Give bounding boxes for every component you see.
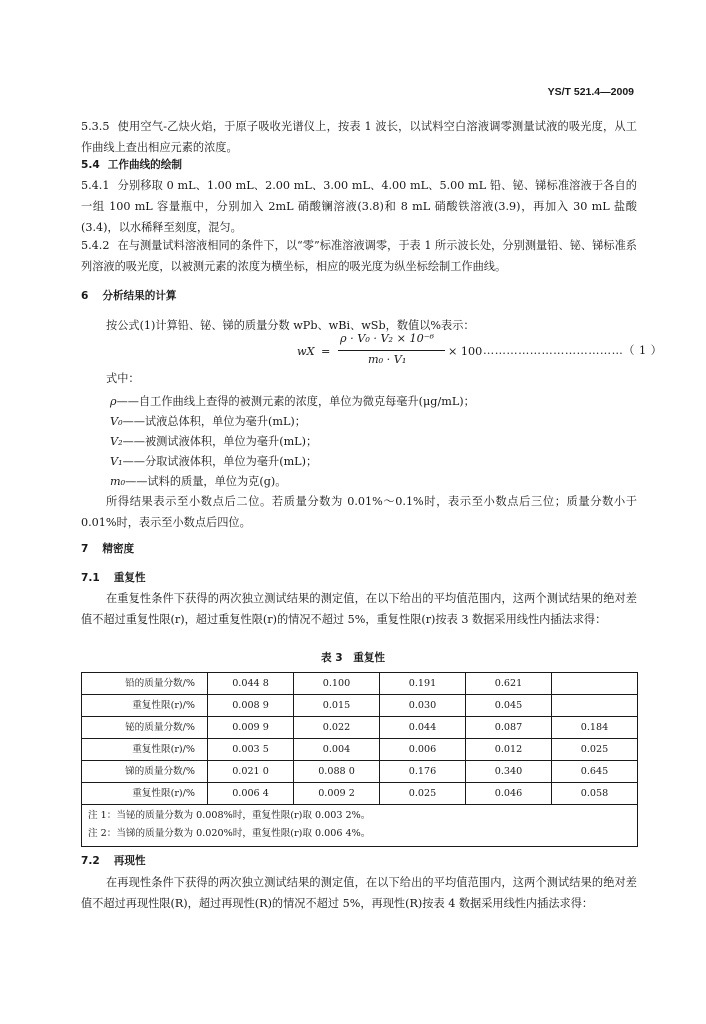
row-label: 锑的质量分数/%	[82, 761, 208, 783]
where-label: 式中：	[106, 372, 140, 385]
table-row	[82, 761, 638, 783]
section-number: 7	[81, 543, 89, 555]
table-cell: 0.006 4	[208, 783, 294, 805]
section-title: 精密度	[102, 543, 135, 555]
table-row	[82, 739, 638, 761]
formula-equals: =	[321, 345, 331, 358]
section-7-heading	[81, 544, 134, 555]
row-label: 铋的质量分数/%	[82, 717, 208, 739]
fraction-bar	[338, 350, 445, 351]
section-5-4-heading	[81, 160, 182, 171]
definition-text: ——被测试液体积，单位为毫升(mL)；	[122, 435, 318, 448]
row-label: 铅的质量分数/%	[82, 673, 208, 695]
definition-m0	[110, 476, 286, 487]
table-cell: 0.100	[294, 673, 380, 695]
formula-multiplier: × 100	[448, 345, 483, 358]
section-7-2-heading	[81, 856, 146, 867]
table-cell: 0.340	[466, 761, 552, 783]
table-cell: 0.015	[294, 695, 380, 717]
table-cell: 0.006	[380, 739, 466, 761]
table-cell: 0.184	[552, 717, 638, 739]
repeatability-table	[81, 672, 638, 847]
definition-symbol: m₀	[110, 475, 126, 488]
document-header: YS/T 521.4—2009	[547, 86, 634, 98]
table-cell: 0.022	[294, 717, 380, 739]
table-cell: 0.087	[466, 717, 552, 739]
table-note: 注 1：当铋的质量分数为 0.008%时，重复性限(r)取 0.003 2%。	[82, 805, 638, 826]
definition-symbol: ρ	[110, 395, 117, 408]
section-title: 分析结果的计算	[102, 290, 177, 302]
table-cell: 0.009 2	[294, 783, 380, 805]
definition-rho	[110, 396, 475, 407]
table-cell: 0.025	[552, 739, 638, 761]
definition-symbol: V₂	[110, 435, 123, 448]
table-cell: 0.004	[294, 739, 380, 761]
definition-v0	[110, 416, 306, 427]
formula-1	[270, 332, 483, 377]
row-label: 重复性限(r)/%	[82, 695, 208, 717]
formula-lhs: wX	[297, 345, 315, 358]
table-cell	[552, 695, 638, 717]
table-cell: 0.044	[380, 717, 466, 739]
table-row	[82, 717, 638, 739]
section-text: 使用空气-乙炔火焰，于原子吸收光谱仪上，按表 1 波长，以试料空白溶液调零测量试液的吸光度，从工作曲线上查出相应元素的浓度。	[81, 120, 637, 154]
section-5-4-2	[81, 235, 637, 277]
equation-number: ………………………………（ 1 ）	[483, 344, 663, 357]
section-number: 5.4.1	[81, 179, 110, 192]
table-cell: 0.046	[466, 783, 552, 805]
table-cell: 0.012	[466, 739, 552, 761]
section-number: 5.4.2	[81, 239, 110, 252]
table-cell: 0.191	[380, 673, 466, 695]
table-cell: 0.621	[466, 673, 552, 695]
table-cell: 0.003 5	[208, 739, 294, 761]
table-cell: 0.009 9	[208, 717, 294, 739]
table-cell: 0.008 9	[208, 695, 294, 717]
section-7-2-text: 在再现性条件下获得的两次独立测试结果的测定值，在以下给出的平均值范围内，这两个测试结果的绝对差值不超过再现性限(R)，超过再现性(R)的情况不超过 5%，再现性(R)按表 4 数据采用线性内插法求得：	[81, 876, 637, 910]
section-text: 在与测量试料溶液相同的条件下，以“零”标准溶液调零，于表 1 所示波长处，分别测量铅、铋、锑标准系列溶液的吸光度，以被测元素的浓度为横坐标，相应的吸光度为纵坐标绘制工作曲线。	[81, 239, 637, 273]
section-7-1-text: 在重复性条件下获得的两次独立测试结果的测定值，在以下给出的平均值范围内，这两个测试结果的绝对差值不超过重复性限(r)，超过重复性限(r)的情况不超过 5%，重复性限(r)按表 3 数据采用线性内插法求得：	[81, 592, 637, 626]
definition-v2	[110, 436, 317, 447]
formula-intro: 按公式(1)计算铅、铋、锑的质量分数 wPb、wBi、wSb，数值以%表示：	[106, 319, 475, 332]
formula-numerator: ρ · V₀ · V₂ × 10⁻⁶	[340, 332, 435, 345]
table-cell: 0.030	[380, 695, 466, 717]
table-cell: 0.044 8	[208, 673, 294, 695]
table-cell: 0.045	[466, 695, 552, 717]
table-cell: 0.088 0	[294, 761, 380, 783]
table-cell: 0.645	[552, 761, 638, 783]
table-row	[82, 695, 638, 717]
table-3-caption: 表 3 重复性	[321, 652, 386, 664]
section-title: 工作曲线的绘制	[107, 159, 182, 171]
section-text: 分别移取 0 mL、1.00 mL、2.00 mL、3.00 mL、4.00 mL、5.00 mL 铅、铋、锑标准溶液于各自的一组 100 mL 容量瓶中，分别加入 2mL 硝酸镧溶液(3.8)和 8 mL 硝酸铁溶液(3.9)，再加入 30 mL 盐酸(3.4)，以水稀释至刻度，混匀。	[81, 179, 637, 234]
section-5-4-1	[81, 175, 637, 238]
section-number: 5.4	[81, 159, 100, 171]
definition-v1	[110, 456, 317, 467]
definition-symbol: V₁	[110, 455, 123, 468]
table-row	[82, 673, 638, 695]
table-row	[82, 783, 638, 805]
table-cell: 0.025	[380, 783, 466, 805]
section-number: 7.2	[81, 855, 100, 867]
row-label: 重复性限(r)/%	[82, 783, 208, 805]
table-cell: 0.021 0	[208, 761, 294, 783]
table-note-row	[82, 805, 638, 826]
result-rounding-text: 所得结果表示至小数点后二位。若质量分数为 0.01%～0.1%时，表示至小数点后三位；质量分数小于 0.01%时，表示至小数点后四位。	[81, 495, 637, 529]
section-number: 6	[81, 290, 89, 302]
table-cell: 0.176	[380, 761, 466, 783]
section-number: 5.3.5	[81, 120, 110, 133]
table-note: 注 2：当锑的质量分数为 0.020%时，重复性限(r)取 0.006 4%。	[82, 825, 638, 847]
row-label: 重复性限(r)/%	[82, 739, 208, 761]
section-title: 再现性	[113, 855, 146, 867]
table-note-row	[82, 825, 638, 847]
definition-text: ——分取试液体积，单位为毫升(mL)；	[122, 455, 318, 468]
section-title: 重复性	[113, 572, 146, 584]
definition-text: ——试液总体积，单位为毫升(mL)；	[122, 415, 306, 428]
definition-text: ——自工作曲线上查得的被测元素的浓度，单位为微克每毫升(μg/mL)；	[116, 395, 475, 408]
table-cell: 0.058	[552, 783, 638, 805]
section-5-3-5	[81, 116, 637, 158]
definition-text: ——试料的质量，单位为克(g)。	[125, 475, 287, 488]
table-cell	[552, 673, 638, 695]
section-6-heading	[81, 291, 177, 302]
section-number: 7.1	[81, 572, 100, 584]
formula-denominator: m₀ · V₁	[368, 353, 407, 366]
definition-symbol: V₀	[110, 415, 123, 428]
section-7-1-heading	[81, 573, 146, 584]
